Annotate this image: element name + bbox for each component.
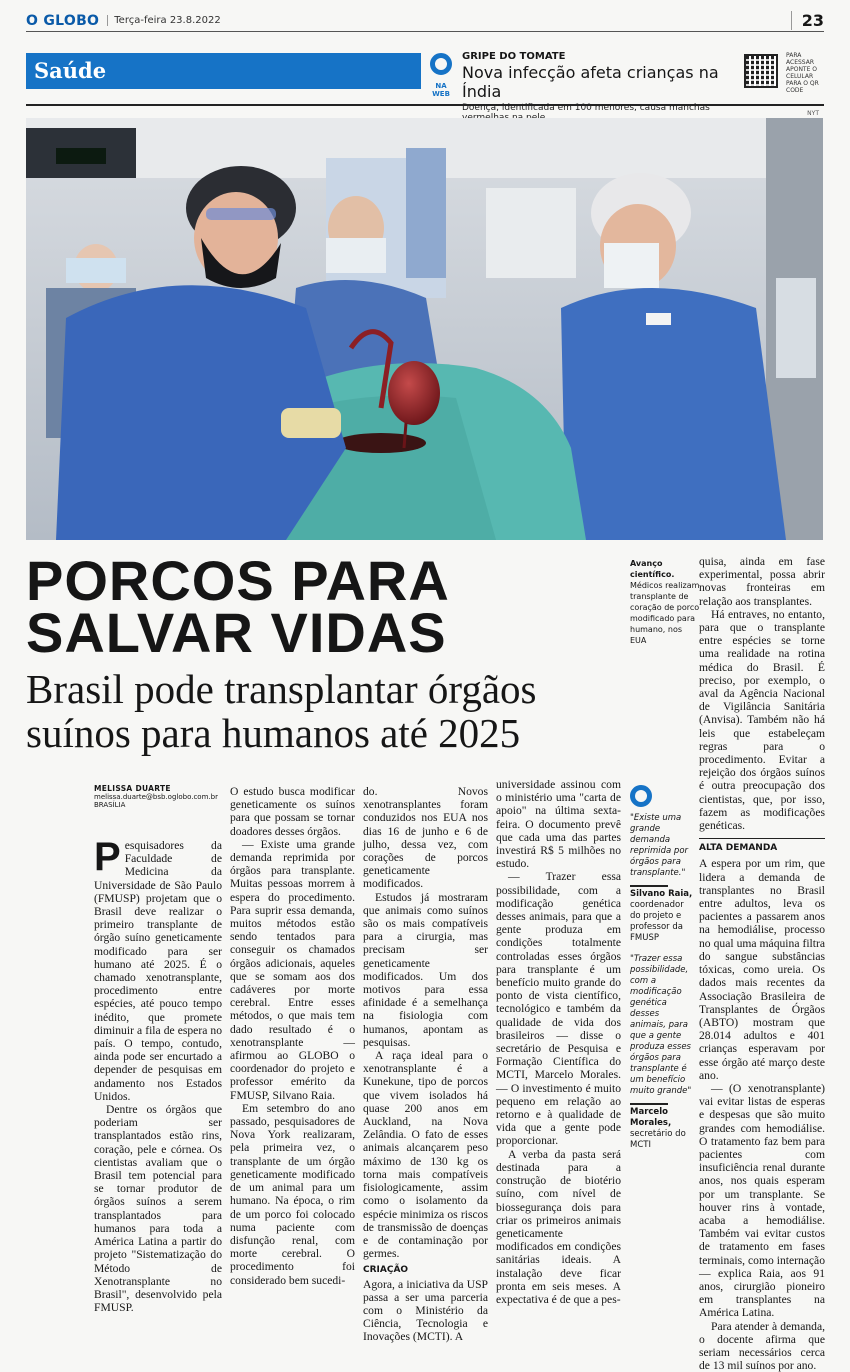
author-email[interactable]: melissa.duarte@bsb.oglobo.com.br [94, 793, 218, 801]
page-header [26, 10, 824, 32]
article-lead [94, 835, 222, 1103]
paragraph: Em setembro do ano passado, pesquisadores de Nova York realizaram, pela primeira vez, o transplante de um órgão geneticamente modificado de um animal para um humano. Na época, o rim de um porco foi colocado numa paciente com disfunção renal, com morte cerebral. O procedimento foi considerado bem sucedi- [230, 1101, 355, 1287]
paragraph: Agora, a iniciativa da USP passa a ser uma parceria com o Ministério da Ciência, Tecnologia e Inovações (MCTI). A [363, 1277, 488, 1344]
photo-caption [630, 558, 700, 646]
article-column-2 [230, 785, 355, 1287]
newspaper-logo: O GLOBO [26, 12, 100, 29]
article-column-5 [699, 555, 825, 1372]
paragraph: Dentre os órgãos que poderiam ser transplantados estão rins, coração, pele e córnea. Os cientistas avaliam que o Brasil tem potencial para se tornar produtor de órgãos suínos a serem transplantados para humanos para toda a América Latina a partir do projeto "Sistematização do Método de Xenotransplante no Brasil", desenvolvido pela FMUSP. [94, 1103, 222, 1315]
paragraph: do. Novos xenotransplantes foram conduzidos nos EUA nos dias 16 de junho e 6 de julho, dessa vez, com corações de porcos geneticamente modificados. [363, 785, 488, 891]
headline: PORCOS PARA SALVAR VIDAS [26, 549, 448, 664]
promo-subtitle: Doença, identificada em 100 menores, causa manchas [462, 103, 710, 113]
quote-divider [630, 885, 668, 887]
article-column-3 [363, 785, 488, 1344]
paragraph: — (O xenotransplante) vai evitar listas de esperas e despesas que são muito grandes com hemodiálise. O tratamento faz bem para pacientes com insuficiência renal durante anos, nos quais esperam por um transplante. Se houver rins à vontade, acaba a hemodiálise. Também vai evitar custos de tratamento em fases terminais, como internação — explica Raia, aos 91 anos, cirurgião pioneiro em transplantes na América Latina. [699, 1081, 825, 1320]
paragraph: esquisadores da Faculdade de Medicina da Universidade de São Paulo (FMUSP) projetam que o Brasil deve realizar o primeiro transplante de órgão suíno geneticamente modificado para ser humano até 2025. É o chamado xenotransplante, procedimento entre espécies, até pouco tempo inédito, que promete diminuir a fila de espera no país. O tempo, contudo, ainda pode ser encurtado a depender de pesquisas em andamento nos Estados Unidos. [94, 839, 222, 1103]
article-column-1 [94, 785, 222, 1314]
paragraph: O estudo busca modificar geneticamente os suínos para que possam se tornar doadores desses órgãos. [230, 785, 355, 838]
article-column-4 [496, 778, 621, 1306]
pull-quotes [630, 785, 694, 1151]
header-divider [26, 104, 824, 106]
na-web-label: NA WEB [432, 82, 450, 98]
photo-credit: NYT [807, 110, 819, 117]
quote-author-role: coordenador do projeto e professor da FMUSP [630, 900, 684, 943]
subheadline: Brasil pode transplantar órgãos suínos para humanos até 2025 [26, 666, 537, 756]
caption-title: Avanço científico. [630, 559, 675, 579]
promo-title[interactable]: Nova infecção afeta crianças na Índia [462, 63, 719, 101]
section-subtitle-criacao: CRIAÇÃO [363, 1265, 409, 1276]
paragraph: — Trazer essa possibilidade, com a modificação genética desses animais, para que a gente produza em condições totalmente controladas esses órgãos para transplante é um benefício muito grande do ponto de vista científico, tecnológico e também da qualidade de vida dos brasileiros — disse o secretário de Pesquisa e Formação Científica do MCTI, Marcelo Morales. — O investimento é muito pequeno em relação ao retorno e à qualidade de vida que a gente pode proporcionar. [496, 870, 621, 1148]
paragraph: Para atender à demanda, o docente afirma que seriam necessários cerca de 13 mil suínos por ano. [699, 1319, 825, 1372]
quote-author: Silvano Raia, [630, 889, 693, 899]
caption-text: Médicos realizam transplante de coração de porco modificado para humano, nos EUA [630, 581, 700, 645]
paragraph: quisa, ainda em fase experimental, possa abrir novas fronteiras em relação aos transplantes. [699, 555, 825, 608]
byline [94, 785, 222, 809]
quote-author-role: secretário do MCTI [630, 1129, 686, 1150]
paragraph: Estudos já mostraram que animais como suínos são os mais compatíveis para a cirurgia, mas precisam ser geneticamente modificados. Um dos motivos para essa afinidade é a semelhança na fisiologia com humanos, apontam as pesquisas. [363, 890, 488, 1049]
author-name: MELISSA DUARTE [94, 784, 171, 793]
na-web-icon [430, 53, 452, 75]
section-label: Saúde [34, 58, 107, 83]
section-bar [26, 53, 421, 89]
promo-kicker: GRIPE DO TOMATE [462, 51, 566, 62]
paragraph: A raça ideal para o xenotransplante é a Kunekune, tipo de porcos que vivem isolados há quase 200 anos em Auckland, na Nova Zelândia. O fato de esses animais alcançarem peso máximo de 130 kg os torna mais compatíveis fisiologicamente, assim como o isolamento da espécie minimiza os riscos de transmissão de doenças e de contaminação por germes. [363, 1049, 488, 1261]
paragraph: — Existe uma grande demanda reprimida por órgãos para transplante. Muitas pessoas morrem à espera do procedimento. Para suprir essa demanda, muitos métodos estão sendo tentados para conseguir os chamados órgãos adicionais, aqueles que se somam aos dos cadáveres por morte cerebral. Entre esses métodos, o que mais tem dado resultado é o xenotransplante — afirmou ao GLOBO o coordenador do projeto e professor emérito da FMUSP, Silvano Raia. [230, 837, 355, 1102]
drop-cap: P [94, 835, 121, 879]
surgery-illustration [26, 118, 823, 540]
section-subtitle-alta-demanda: ALTA DEMANDA [699, 838, 825, 855]
paragraph: Há entraves, no entanto, para que o transplante entre espécies se torne uma realidade na rotina médica do Brasil. É preciso, por exemplo, o aval da Agência Nacional de Vigilância Sanitária (Anvisa). Também não há leis que estabeleçam regras para o procedimento. Evitar a rejeição dos órgãos suínos é outra preocupação dos cientistas, que, por isso, fazem as modificações genéticas. [699, 607, 825, 833]
web-promo[interactable] [462, 51, 732, 123]
surgery-photo [26, 110, 823, 540]
issue-date: Terça-feira 23.8.2022 [107, 15, 220, 26]
paragraph: A verba da pasta será destinada para a construção de biotério suíno, com nível de biossegurança dois para criar os primeiros animais geneticamente modificados em condições sanitárias ideais. A instalação deve ficar pronta em seis meses. A expectativa é de que a pes- [496, 1147, 621, 1306]
paragraph: A espera por um rim, que lidera a demanda de transplantes no Brasil entre adultos, leva os pacientes a passarem anos na hemodiálise, processo no qual uma máquina filtra do sangue substâncias tóxicas, como ureia. Os dados mais recentes da Associação Brasileira de Transplantes de Órgãos (ABTO) mostram que 28.014 adultos e 401 crianças esperavam por esse órgão até março deste ano. [699, 857, 825, 1082]
na-web-badge [429, 53, 453, 98]
qr-code-icon[interactable] [744, 54, 778, 88]
page-number: 23 [791, 11, 824, 30]
paragraph: universidade assinou com o ministério uma "carta de apoio" na última sexta-feira. O documento prevê que cada uma das partes investirá R$ 5 milhões no estudo. [496, 778, 621, 871]
qr-instructions: PARA ACESSAR APONTE O CELULAR PARA O QR CODE [786, 52, 819, 94]
quote-icon [630, 785, 652, 807]
pull-quote: "Trazer essa possibilidade, com a modificação genética desses animais, para que a gente produza esses órgãos para transplante é um benefício muito grande" [630, 954, 692, 1096]
author-location: BRASÍLIA [94, 801, 126, 809]
quote-divider [630, 1103, 668, 1105]
pull-quote: "Existe uma grande demanda reprimida por órgãos para transplante." [630, 813, 689, 878]
quote-author: Marcelo Morales, [630, 1107, 672, 1128]
